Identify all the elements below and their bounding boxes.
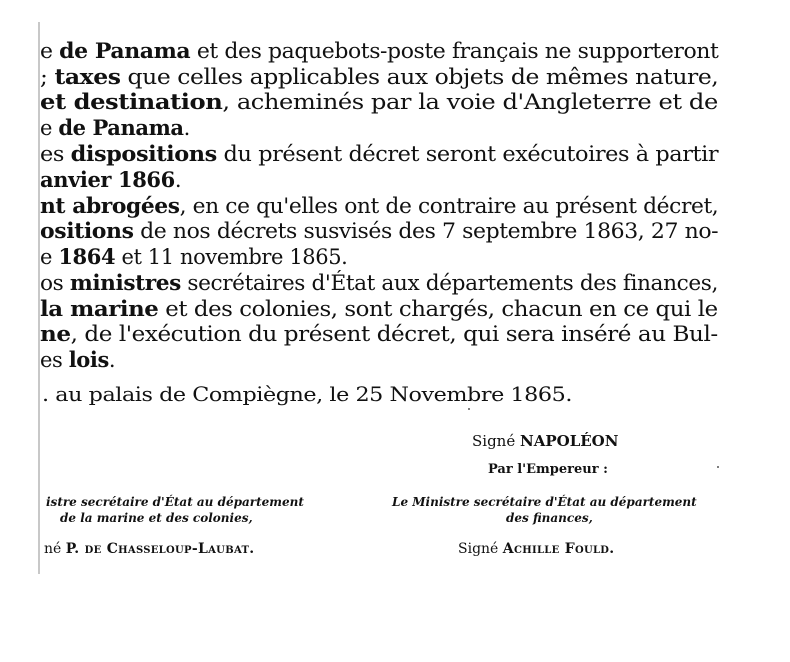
left-minister-title-line2: de la marine et des colonies, — [60, 511, 253, 525]
body-text-run: ne — [40, 321, 71, 346]
right-minister-signature: Signé Achille Fould. — [458, 541, 615, 557]
body-line — [40, 38, 718, 63]
body-text-run: taxes — [54, 64, 121, 89]
body-text-run: . — [174, 168, 182, 192]
left-minister-title-line1: istre secrétaire d'État au département — [46, 495, 304, 509]
body-text-run: es — [40, 142, 71, 166]
body-text-run: ; — [40, 65, 55, 89]
body-line — [40, 64, 718, 89]
body-text-run: , acheminés par la voie d'Angleterre et de — [222, 90, 718, 114]
body-text-run: es — [40, 348, 69, 372]
emperor-signature: Signé NAPOLÉON — [472, 432, 619, 450]
body-text-run: et des colonies, sont chargés, chacun en ce qui le — [158, 297, 718, 321]
body-text-run: secrétaires d'État aux départements des finances, — [180, 271, 718, 295]
speck — [717, 466, 719, 468]
body-text-run: et 11 novembre 1865. — [115, 245, 348, 269]
body-text-run: lois — [68, 347, 109, 372]
body-text-run: de Panama — [59, 38, 191, 63]
date-line: . au palais de Compiègne, le 25 Novembre 1865. — [42, 382, 572, 406]
body-line — [40, 244, 347, 269]
body-line — [40, 89, 718, 114]
body-text-run: de Panama — [58, 115, 184, 140]
body-line — [40, 167, 181, 192]
body-text-run: nt abrogées — [40, 193, 180, 218]
body-text-run: du présent décret seront exécutoires à partir — [216, 142, 719, 166]
body-line — [40, 141, 718, 166]
body-text-run: et des paquebots-poste français ne supporteront — [190, 39, 719, 63]
body-text-run: e — [40, 245, 59, 269]
body-text-run: de nos décrets susvisés des 7 septembre 1863, 27 no- — [133, 219, 719, 243]
body-text-run: et destination — [40, 89, 223, 114]
body-text-run: e — [40, 116, 59, 140]
body-text-run: , en ce qu'elles ont de contraire au présent décret, — [179, 194, 719, 218]
body-text-run: . — [108, 348, 116, 372]
body-line — [40, 347, 115, 372]
body-text-run: os — [40, 271, 70, 295]
body-text-run: que celles applicables aux objets de mêmes nature, — [120, 65, 719, 89]
body-text-run: e — [40, 39, 60, 63]
left-minister-signature: né P. de Chasseloup-Laubat. — [44, 541, 255, 557]
body-text-run: anvier 1866 — [40, 167, 175, 192]
speck — [468, 408, 470, 410]
body-text-run: ministres — [69, 270, 181, 295]
body-text-run: 1864 — [58, 244, 116, 269]
body-line — [40, 193, 718, 218]
body-line — [40, 270, 718, 295]
par-empereur: Par l'Empereur : — [488, 462, 608, 477]
body-text-run: dispositions — [70, 141, 217, 166]
body-text-run: , de l'exécution du présent décret, qui sera inséré au Bul- — [70, 322, 718, 346]
body-text-run: . — [183, 116, 190, 140]
body-line — [40, 321, 718, 346]
right-minister-title-line2: des finances, — [506, 511, 593, 525]
body-line — [40, 218, 718, 243]
body-text-run: ositions — [40, 218, 134, 243]
right-minister-title-line1: Le Ministre secrétaire d'État au département — [392, 495, 697, 509]
document-page — [40, 30, 780, 590]
body-text-run: la marine — [40, 296, 159, 321]
body-line — [40, 115, 190, 140]
body-line — [40, 296, 718, 321]
